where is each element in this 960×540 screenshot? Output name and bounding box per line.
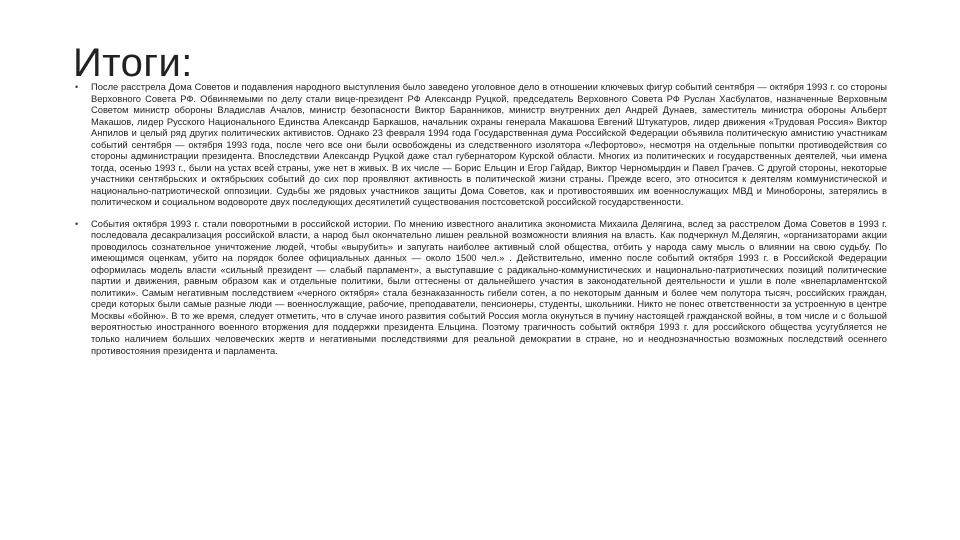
bullet-icon: • [75, 218, 79, 229]
bullet-item-1 [75, 82, 887, 209]
bullet-item-2 [75, 219, 887, 358]
bullet-text-2: События октября 1993 г. стали поворотными в российской истории. По мнению известного аналитика экономиста Михаила Делягина, вслед за расстрелом Дома Советов в 1993 г. последовала десакрализация российской власти, а народ был окончательно лишен реальной возможности влияния на власть. Как подчеркнул М.Делягин, «организаторами акции проводилось сознательное уничтожение людей, чтобы «вырубить» и запугать наиболее активный слой общества, отбить у народа саму мысль о влиянии на свою судьбу. По имеющимся оценкам, убито на порядок более официальных данных — около 1500 чел.» . Действительно, именно после событий октября 1993 г. в Российской Федерации оформилась модель власти «сильный президент — слабый парламент», а выступавшие с радикально-коммунистических и национально-патриотических позиций политические партии и движения, равным образом как и отдельные политики, были оттеснены от дальнейшего участия в законодательной деятельности и ушли в поле «внепарламентской политики». Самым негативным последствием «черного октября» стала безнаказанность гибели сотен, а по некоторым данным и более чем полутора тысяч, российских граждан, среди которых были самые разные люди — военнослужащие, рабочие, преподаватели, пенсионеры, студенты, школьники. Никто не понес ответственности за устроенную в центре Москвы «бойню». В то же время, следует отметить, что в случае иного развития событий Россия могла окунуться в пучину настоящей гражданской войны, в том числе и с большой вероятностью иностранного военного вторжения для поддержки президента Ельцина. Поэтому трагичность событий октября 1993 г. для российского общества усугубляется не только наличием больших человеческих жертв и негативными последствиями для реальной демократии в стране, но и неоднозначностью возможных последствий осеннего противостояния президента и парламента. [91, 218, 887, 356]
bullet-list [75, 82, 887, 357]
bullet-icon: • [75, 82, 79, 92]
bullet-text-1: После расстрела Дома Советов и подавления народного выступления было заведено уголовное дело в отношении ключевых фигур событий сентября — октября 1993 г. со стороны Верховного Совета РФ. Обвиняемыми по делу стали вице-президент РФ Александр Руцкой, председатель Верховного Совета РФ Руслан Хасбулатов, назначенные Верховным Советом министр обороны Владислав Ачалов, министр безопасности Виктор Баранников, министр внутренних дел Андрей Дунаев, заместитель министра обороны Альберт Макашов, лидер Русского Национального Единства Александр Баркашов, начальник охраны генерала Макашова Евгений Штукатуров, лидер движения «Трудовая Россия» Виктор Анпилов и целый ряд других политических активистов. Однако 23 февраля 1994 года Государственная дума Российской Федерации объявила политическую амнистию участникам событий сентября — октября 1993 года, после чего все они были освобождены из следственного изолятора «Лефортово», несмотря на отдельные попытки противодействия со стороны администрации президента. Впоследствии Александр Руцкой даже стал губернатором Курской области. Многих из политических и государственных деятелей, чьи имена тогда, осенью 1993 г., были на устах всей страны, уже нет в живых. В их числе — Борис Ельцин и Егор Гайдар, Виктор Черномырдин и Павел Грачев. С другой стороны, некоторые участники сентябрьских и октябрьских событий до сих пор проявляют активность в политической жизни страны. Прежде всего, это относится к деятелям коммунистической и национально-патриотической оппозиции. Судьбы же рядовых участников защиты Дома Советов, как и противостоявших им военнослужащих МВД и Минобороны, затерялись в политическом и социальном водовороте двух последующих десятилетий существования постсоветской российской государственности. [91, 82, 887, 208]
slide-title: Итоги: [73, 40, 193, 85]
